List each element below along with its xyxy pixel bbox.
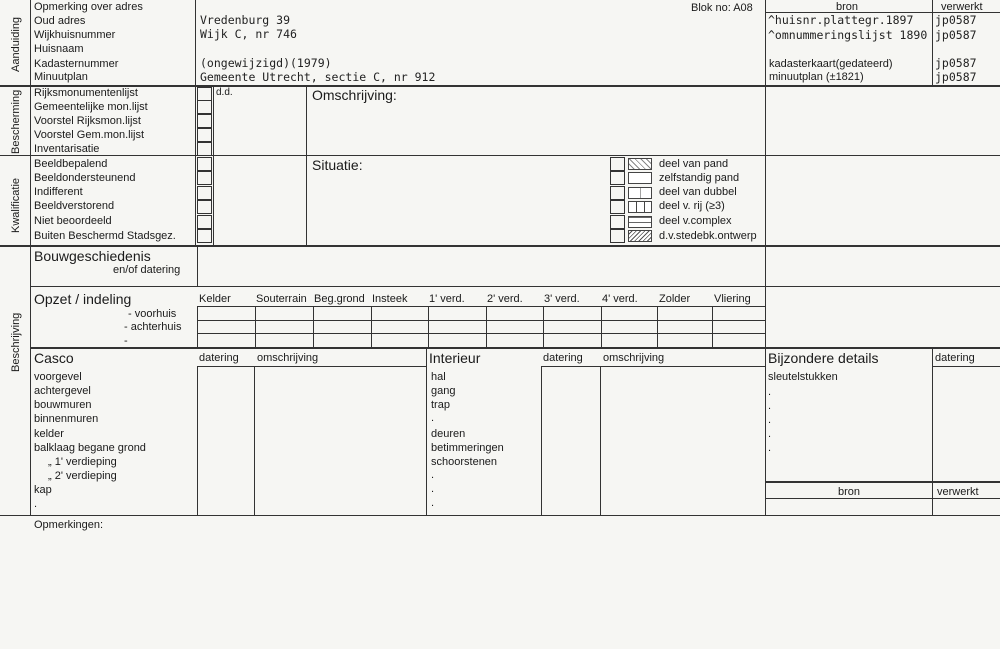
interieur-item: .: [431, 483, 435, 495]
source-verwerkt-2: jp0587: [935, 28, 977, 42]
opzet-column-header: Vliering: [714, 293, 751, 305]
deel-v-complex-icon: [628, 216, 652, 228]
label-wijkhuisnummer: Wijkhuisnummer: [34, 29, 116, 41]
bron-heading: bron: [836, 1, 859, 13]
kwalificatie-item: Niet beoordeeld: [34, 215, 112, 227]
kwalificatie-checkbox[interactable]: [197, 171, 212, 185]
dd-label: d.d.: [216, 87, 233, 98]
bottom-bron-header: bron: [838, 486, 861, 498]
section-label-bescherming: Bescherming: [10, 89, 22, 154]
kwalificatie-item: Beeldondersteunend: [34, 172, 136, 184]
bescherming-item: Voorstel Rijksmon.lijst: [34, 115, 141, 127]
situatie-checkbox[interactable]: [610, 215, 625, 229]
kwalificatie-item: Indifferent: [34, 186, 83, 198]
kwalificatie-item: Buiten Beschermd Stadsgez.: [34, 230, 176, 242]
bescherming-checkbox[interactable]: [197, 114, 212, 128]
interieur-item: .: [431, 497, 435, 509]
label-opmerking-over-adres: Opmerking over adres: [34, 1, 143, 13]
kwalificatie-item: Beeldbepalend: [34, 158, 108, 170]
opzet-column-header: 3' verd.: [544, 293, 580, 305]
deel-van-dubbel-icon: [628, 187, 652, 199]
bescherming-checkbox[interactable]: [197, 87, 212, 101]
situatie-option: deel v. rij (≥3): [659, 200, 725, 212]
bijzondere-item: sleutelstukken: [768, 371, 838, 383]
opzet-column-header: 2' verd.: [487, 293, 523, 305]
verwerkt-heading: verwerkt: [941, 1, 983, 13]
interieur-item: .: [431, 412, 435, 424]
casco-item: binnenmuren: [34, 413, 99, 425]
bijzondere-details-title: Bijzondere details: [768, 350, 879, 366]
casco-item: achtergevel: [34, 385, 91, 397]
situatie-checkbox[interactable]: [610, 186, 625, 200]
kwalificatie-checkbox[interactable]: [197, 157, 212, 171]
bijzondere-item: .: [768, 386, 772, 398]
label-kadasternummer: Kadasternummer: [34, 58, 119, 70]
bescherming-checkbox[interactable]: [197, 142, 212, 156]
source-bron-1: ^huisnr.plattegr.1897: [768, 13, 914, 27]
kwalificatie-checkbox[interactable]: [197, 200, 212, 214]
bescherming-item: Inventarisatie: [34, 143, 100, 155]
situatie-option: deel van dubbel: [659, 186, 737, 198]
source-verwerkt-4: jp0587: [935, 70, 977, 84]
situatie-label: Situatie:: [312, 157, 363, 173]
opzet-column-header: 1' verd.: [429, 293, 465, 305]
bijzondere-item: .: [768, 400, 772, 412]
situatie-option: deel v.complex: [659, 215, 732, 227]
zelfstandig-pand-icon: [628, 172, 652, 184]
situatie-option: d.v.stedebk.ontwerp: [659, 230, 757, 242]
casco-item: bouwmuren: [34, 399, 92, 411]
opzet-column-header: Beg.grond: [314, 293, 365, 305]
bijzondere-item: .: [768, 414, 772, 426]
bouwgeschiedenis-subtitle: en/of datering: [113, 264, 181, 276]
value-minuutplan: Gemeente Utrecht, sectie C, nr 912: [200, 70, 436, 84]
interieur-omschrijving-header: omschrijving: [603, 352, 665, 364]
situatie-checkbox[interactable]: [610, 171, 625, 185]
situatie-checkbox[interactable]: [610, 157, 625, 171]
kwalificatie-item: Beeldverstorend: [34, 200, 115, 212]
casco-item: „ 2' verdieping: [48, 470, 117, 482]
value-wijkhuisnummer: Wijk C, nr 746: [200, 27, 297, 41]
value-oud-adres: Vredenburg 39: [200, 13, 291, 27]
casco-item: kelder: [34, 428, 64, 440]
interieur-item: hal: [431, 371, 446, 383]
deel-van-pand-icon: [628, 158, 652, 170]
casco-title: Casco: [34, 350, 74, 366]
bescherming-checkbox[interactable]: [197, 100, 212, 114]
opzet-column-header: 4' verd.: [602, 293, 638, 305]
situatie-checkbox[interactable]: [610, 200, 625, 214]
label-oud-adres: Oud adres: [34, 15, 86, 27]
stedebouwkundig-ontwerp-icon: [628, 230, 652, 242]
interieur-item: .: [431, 469, 435, 481]
deel-v-rij-icon: [628, 201, 652, 213]
bescherming-item: Voorstel Gem.mon.lijst: [34, 129, 145, 141]
situatie-option: zelfstandig pand: [659, 172, 740, 184]
opzet-column-header: Kelder: [199, 293, 231, 305]
opzet-row-label: -: [124, 335, 128, 347]
source-verwerkt-1: jp0587: [935, 13, 977, 27]
opzet-column-header: Insteek: [372, 293, 408, 305]
opzet-column-header: Zolder: [659, 293, 691, 305]
kwalificatie-checkbox[interactable]: [197, 186, 212, 200]
interieur-item: deuren: [431, 428, 466, 440]
source-bron-2: ^omnummeringslijst 1890: [768, 28, 928, 42]
section-label-beschrijving: Beschrijving: [10, 312, 22, 372]
bijzondere-datering-header: datering: [935, 352, 975, 364]
bouwgeschiedenis-title: Bouwgeschiedenis: [34, 248, 151, 264]
bijzondere-item: .: [768, 428, 772, 440]
situatie-option: deel van pand: [659, 158, 729, 170]
opzet-title: Opzet / indeling: [34, 291, 132, 307]
bijzondere-item: .: [768, 442, 772, 454]
casco-datering-header: datering: [199, 352, 239, 364]
blok-number: Blok no: A08: [691, 2, 753, 14]
kwalificatie-checkbox[interactable]: [197, 229, 212, 243]
interieur-datering-header: datering: [543, 352, 583, 364]
source-bron-4: minuutplan (±1821): [769, 71, 864, 83]
section-label-aanduiding: Aanduiding: [10, 16, 22, 72]
label-huisnaam: Huisnaam: [34, 43, 84, 55]
omschrijving-label: Omschrijving:: [312, 87, 397, 103]
casco-omschrijving-header: omschrijving: [257, 352, 319, 364]
source-bron-3: kadasterkaart(gedateerd): [769, 58, 893, 70]
opmerkingen-label: Opmerkingen:: [34, 519, 104, 531]
bescherming-item: Rijksmonumentenlijst: [34, 87, 138, 99]
interieur-item: betimmeringen: [431, 442, 504, 454]
bescherming-checkbox[interactable]: [197, 128, 212, 142]
opzet-row-label: - voorhuis: [128, 308, 177, 320]
kwalificatie-checkbox[interactable]: [197, 215, 212, 229]
casco-item: kap: [34, 484, 52, 496]
interieur-item: trap: [431, 399, 450, 411]
opzet-column-header: Souterrain: [256, 293, 307, 305]
situatie-checkbox[interactable]: [610, 229, 625, 243]
value-kadasternummer: (ongewijzigd)(1979): [200, 56, 332, 70]
bescherming-item: Gemeentelijke mon.lijst: [34, 101, 148, 113]
opzet-row-label: - achterhuis: [124, 321, 182, 333]
interieur-item: gang: [431, 385, 456, 397]
section-label-kwalificatie: Kwalificatie: [10, 177, 22, 233]
casco-item: .: [34, 498, 38, 510]
casco-item: balklaag begane grond: [34, 442, 146, 454]
bottom-verwerkt-header: verwerkt: [937, 486, 979, 498]
interieur-title: Interieur: [429, 350, 481, 366]
label-minuutplan: Minuutplan: [34, 71, 88, 83]
source-verwerkt-3: jp0587: [935, 56, 977, 70]
casco-item: voorgevel: [34, 371, 82, 383]
interieur-item: schoorstenen: [431, 456, 498, 468]
casco-item: „ 1' verdieping: [48, 456, 117, 468]
